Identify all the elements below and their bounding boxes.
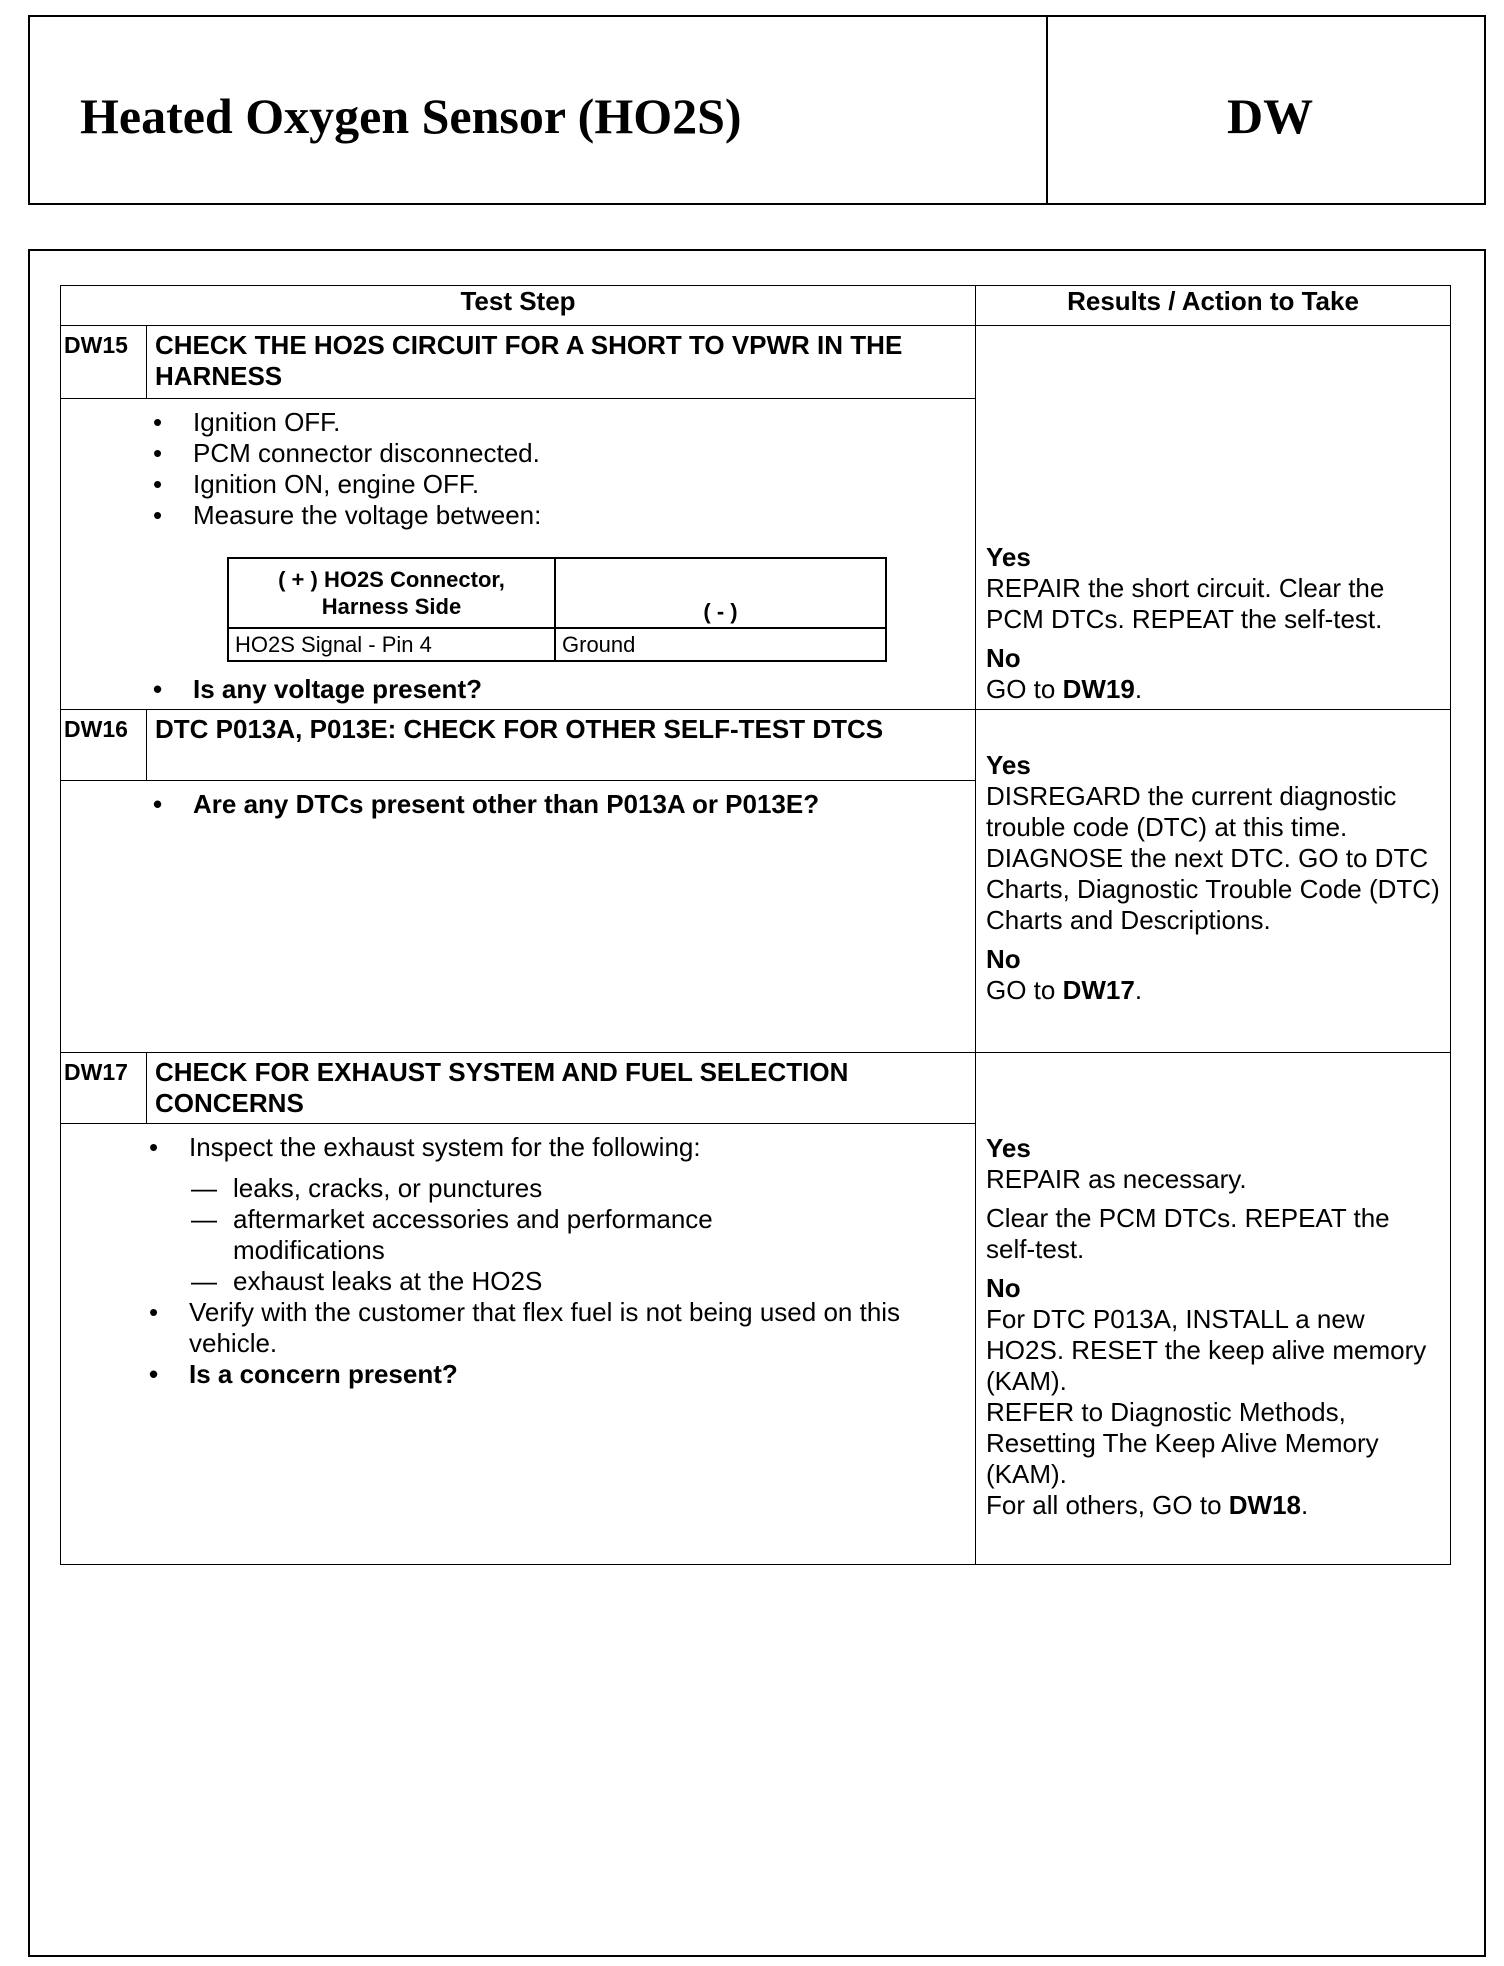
step-title: CHECK FOR EXHAUST SYSTEM AND FUEL SELECTION CONCERNS [147,1053,976,1124]
no-text: GO to DW17. [986,975,1143,1005]
step-id: DW17 [61,1053,147,1124]
step-id: DW15 [61,326,147,399]
yes-label: Yes [986,542,1031,572]
no-text: GO to DW19. [986,674,1143,704]
yes-text: REPAIR as necessary. [986,1164,1247,1194]
page-header [28,15,1486,205]
sub-item: — aftermarket accessories and performance modifications [149,1204,975,1266]
step-ref-link[interactable]: DW17 [1062,975,1135,1005]
connector-positive-value: HO2S Signal - Pin 4 [228,628,555,661]
no-text: For DTC P013A, INSTALL a new HO2S. RESET the keep alive memory (KAM). [986,1304,1427,1396]
no-label: No [986,643,1021,673]
list-item: • PCM connector disconnected. [153,438,975,469]
no-text: For all others, GO to DW18. [986,1490,1309,1520]
yes-text: REPAIR the short circuit. Clear the PCM DTCs. REPEAT the self-test. [986,573,1385,634]
yes-label: Yes [986,1133,1031,1163]
yes-label: Yes [986,750,1031,780]
connector-col-negative: ( - ) [555,558,886,628]
step-header [61,1053,1451,1124]
col-test-step: Test Step [61,286,976,326]
step-ref-link[interactable]: DW19 [1062,674,1135,704]
list-item: • Inspect the exhaust system for the following: [149,1132,975,1163]
step-id: DW16 [61,710,147,781]
step-header [61,326,1451,399]
step-ref-link[interactable]: DW18 [1228,1490,1302,1520]
list-item: • Ignition ON, engine OFF. [153,469,975,500]
step-results [976,1053,1451,1565]
header-divider [1046,17,1048,203]
connector-negative-value: Ground [555,628,886,661]
step-question: • Is any voltage present? [153,674,975,705]
table-header [61,286,1451,326]
connector-col-positive: ( + ) HO2S Connector, Harness Side [228,558,555,628]
list-item: • Measure the voltage between: [153,500,975,531]
page-title: Heated Oxygen Sensor (HO2S) [80,88,742,144]
section-code: DW [1227,88,1314,144]
sub-item: — leaks, cracks, or punctures [149,1173,975,1204]
step-results [976,326,1451,710]
yes-text: Clear the PCM DTCs. REPEAT the self-test. [986,1203,1390,1264]
no-text: REFER to Diagnostic Methods, Resetting The Keep Alive Memory (KAM). [986,1397,1379,1489]
step-title: CHECK THE HO2S CIRCUIT FOR A SHORT TO VPWR IN THE HARNESS [147,326,976,399]
sub-item: — exhaust leaks at the HO2S [149,1266,975,1297]
step-header [61,710,1451,781]
list-item: • Verify with the customer that flex fuel is not being used on this vehicle. [149,1297,925,1359]
list-item: • Ignition OFF. [153,407,975,438]
step-question: • Is a concern present? [149,1359,925,1390]
step-title: DTC P013A, P013E: CHECK FOR OTHER SELF-TEST DTCS [147,710,976,781]
col-results: Results / Action to Take [976,286,1451,326]
connector-table [227,557,887,662]
yes-text: DISREGARD the current diagnostic trouble code (DTC) at this time. DIAGNOSE the next DTC. GO to DTC Charts, Diagnostic Trouble Code (DTC) Charts and Descriptions. [986,781,1440,935]
diagnostic-table [60,285,1451,1565]
no-label: No [986,944,1021,974]
no-label: No [986,1273,1021,1303]
step-question: • Are any DTCs present other than P013A or P013E? [153,789,975,820]
step-results [976,710,1451,1053]
step-bullets [153,407,975,531]
